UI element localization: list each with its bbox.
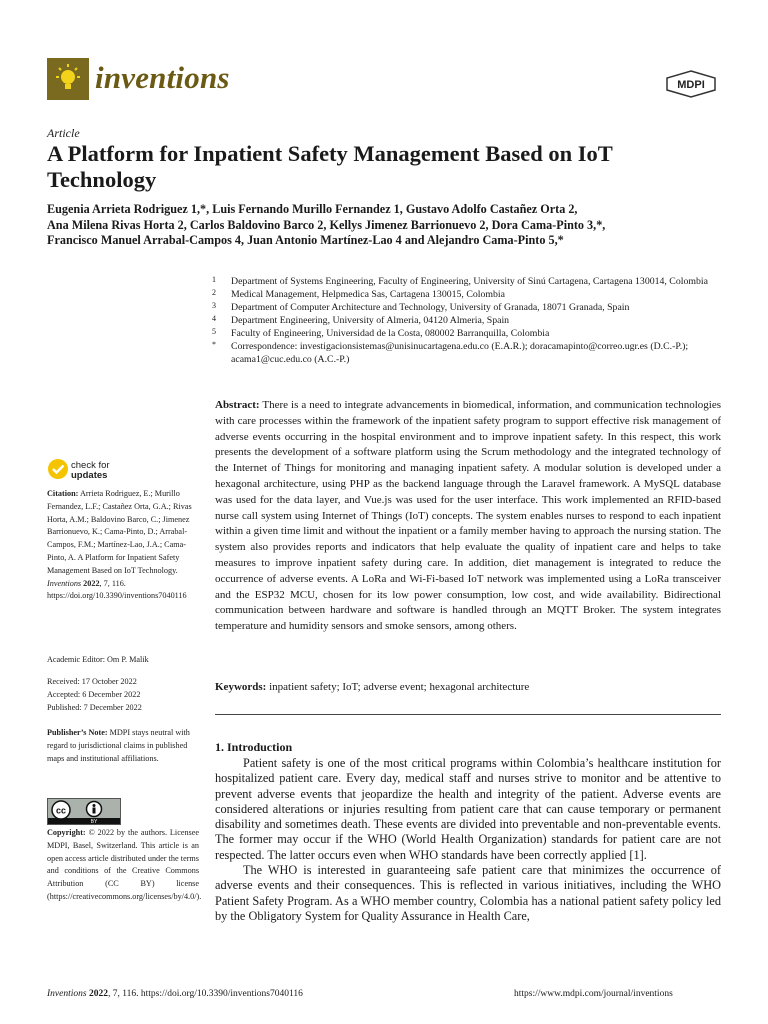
abstract-text: There is a need to integrate advancements in biomedical, information, and communication technologies with care processes within the framework of the inpatient safety program to support effective risk management of adverse events occurring in the hospital environment and to improve inpatient safety. In this respect, this work presents the development of a software platform using the Scrum methodology and the integrated technology of the Internet of Things for monitoring and managing inpatient safety. A modular solution is developed under a hexagonal architecture, using PHP as the backend language through the Laravel framework. A MySQL database was used for the data layer, and Vue.js was used for the user interface. This work implemented an RFID-based nurse call system using Internet of Things (IoT) concepts. The system enables nurses to respond to each inpatient within a given time limit and without the inpatient or a family member having to approach the nursing station. The system also provides reports and indicators that help evaluate the quality of inpatient care and helps to take measures to improve inpatient safety during care. In addition, diet management is integrated to reduce the occurrence of adverse events. A LoRa and Wi-Fi-based IoT network was implemented using a LoRa transceiver and the ESP32 MCU, chosen for its low power consumption, low cost, and wide availability. Bidirectional communication between hardware and software is handled through an MQTT Broker. The system integrates temperature and humidity sensors and smoke sensors, among others. xyxy=(215,399,721,633)
publisher-note-label: Publisher’s Note: xyxy=(47,728,108,737)
affiliation-item xyxy=(212,327,712,340)
paragraph: The WHO is interested in guaranteeing safe patient care that minimizes the occurrence of adverse events and their consequences. This is reflected in various initiatives, including the WHO Patient Safety Program. As a WHO member country, Colombia has a national patient safety policy led by the Obligatory System for Quality Assurance in Health Care, xyxy=(215,863,721,923)
abstract-label: Abstract: xyxy=(215,399,260,411)
affiliation-item xyxy=(212,314,712,327)
check-for-updates-icon[interactable] xyxy=(47,458,69,480)
affiliation-text: Medical Management, Helpmedica Sas, Cartagena 130015, Colombia xyxy=(231,289,505,300)
citation-doi-link[interactable]: , 7, 116. https://doi.org/10.3390/inventions7040116 xyxy=(47,578,187,601)
citation-block xyxy=(47,488,199,603)
journal-logo-icon xyxy=(47,58,89,100)
section-divider xyxy=(215,714,721,715)
author-line-2 xyxy=(47,218,727,234)
page-title: A Platform for Inpatient Safety Management Based on IoT Technology xyxy=(47,141,613,192)
affiliation-item xyxy=(212,288,712,301)
accepted-date: Accepted: 6 December 2022 xyxy=(47,689,141,699)
footer-citation xyxy=(47,989,303,999)
correspondence-item[interactable] xyxy=(212,340,712,366)
mdpi-logo-icon[interactable] xyxy=(664,70,718,98)
keywords-text: inpatient safety; IoT; adverse event; hexagonal architecture xyxy=(269,681,530,693)
affiliation-text: Department of Systems Engineering, Faculty of Engineering, University of Sinú Cartagena, Cartagena 130014, Colombia xyxy=(231,276,708,287)
correspondence-text[interactable]: Correspondence: investigacionsistemas@unisinucartagena.edu.co (E.A.R.); doracamapinto@correo.ugr.es (D.C.-P.); acama1@cuc.edu.co (A.C.-P.) xyxy=(231,341,689,365)
authors-text-2: Ana Milena Rivas Horta 2, Carlos Baldovino Barco 2, Kellys Jimenez Barrionuevo 2, Dora Cama-Pinto 3,*, xyxy=(47,217,606,232)
copyright-block xyxy=(47,827,202,904)
affiliation-number: 4 xyxy=(212,314,216,323)
author-line-3 xyxy=(47,233,727,249)
section-heading-introduction: 1. Introduction xyxy=(215,740,293,754)
abstract xyxy=(215,398,721,635)
affiliations xyxy=(212,275,712,366)
citation-text: Arrieta Rodriguez, E.; Murillo Fernandez, L.F.; Castañez Orta, G.A.; Rivas Horta, A.M.; Baldovino Barco, C.; Jimenez Barrionuevo, K.; Cama-Pinto, D.; Arrabal-Campos, F.M.; Martínez-Lao, J.A.; Cama-Pinto, A. A Platform for Inpatient Safety Management Based on IoT Technology. xyxy=(47,489,192,575)
affiliation-text: Faculty of Engineering, Universidad de la Costa, 080002 Barranquilla, Colombia xyxy=(231,328,550,339)
check-for-updates-button[interactable] xyxy=(71,461,110,481)
footer-doi-link[interactable]: , 7, 116. https://doi.org/10.3390/inventions7040116 xyxy=(107,989,303,999)
affiliation-item xyxy=(212,275,712,288)
published-date: Published: 7 December 2022 xyxy=(47,702,142,712)
keywords xyxy=(215,681,721,693)
copyright-label: Copyright: xyxy=(47,828,86,837)
author-list xyxy=(47,202,727,249)
affiliation-number: * xyxy=(212,340,216,349)
authors-text-1: Eugenia Arrieta Rodriguez 1,*, Luis Fernando Murillo Fernandez 1, Gustavo Adolfo Castañez Orta 2, xyxy=(47,202,578,216)
publisher-note xyxy=(47,727,199,765)
journal-name: inventions xyxy=(95,60,230,95)
citation-journal: Inventions xyxy=(47,578,82,588)
svg-text:MDPI: MDPI xyxy=(677,79,705,91)
academic-editor: Academic Editor: Om P. Malik xyxy=(47,655,149,664)
received-date: Received: 17 October 2022 xyxy=(47,677,137,686)
introduction-body xyxy=(215,756,721,924)
citation-label: Citation: xyxy=(47,489,79,498)
affiliation-number: 1 xyxy=(212,275,216,284)
affiliation-item xyxy=(212,301,712,314)
paragraph: Patient safety is one of the most critical programs within Colombia’s healthcare institution for hospitalized patient care. Every day, medical staff and nurses strive to monitor and be attentive to prevent adverse events that jeopardize the health and integrity of the patient. Adverse events are considered alterations or injuries resulting from patient care that can cause temporary or permanent disability and sometimes death. These events are divided into preventable and non-preventable events. The former may occur if the WHO (World Health Organization) standards for patient care are not respected. The latter occurs even when WHO standards have been correctly applied [1]. xyxy=(215,756,721,862)
keywords-label: Keywords: xyxy=(215,681,267,693)
publisher-note-text: MDPI stays neutral with regard to jurisdictional claims in published maps and institutional affiliations. xyxy=(47,728,190,763)
cc-by-license-icon[interactable] xyxy=(47,798,121,825)
affiliation-text: Department Engineering, University of Almeria, 04120 Almeria, Spain xyxy=(231,315,510,326)
article-type: Article xyxy=(47,126,80,140)
author-line-1 xyxy=(47,202,727,218)
authors-text-3: Francisco Manuel Arrabal-Campos 4, Juan Antonio Martínez-Lao 4 and Alejandro Cama-Pinto 5,* xyxy=(47,233,564,247)
svg-text:BY: BY xyxy=(90,819,98,824)
svg-text:cc: cc xyxy=(55,805,67,816)
citation-year: 2022 xyxy=(83,578,100,588)
footer-journal-url[interactable]: https://www.mdpi.com/journal/inventions xyxy=(514,989,673,999)
footer-year: 2022 xyxy=(88,989,108,999)
updates-label: updates xyxy=(71,470,108,481)
affiliation-number: 5 xyxy=(212,327,216,336)
affiliation-number: 2 xyxy=(212,288,216,297)
copyright-text: © 2022 by the authors. Licensee MDPI, Basel, Switzerland. This article is an open access article distributed under the terms and conditions of the Creative Commons Attribution (CC BY) license (https://creativecommons.org/licenses/by/4.0/). xyxy=(47,828,202,901)
affiliation-text: Department of Computer Architecture and Technology, University of Granada, 18071 Granada, Spain xyxy=(231,302,630,313)
check-for-label: check for xyxy=(71,460,110,471)
footer-journal: Inventions xyxy=(47,989,87,999)
dates-block xyxy=(47,676,199,714)
affiliation-number: 3 xyxy=(212,301,216,310)
